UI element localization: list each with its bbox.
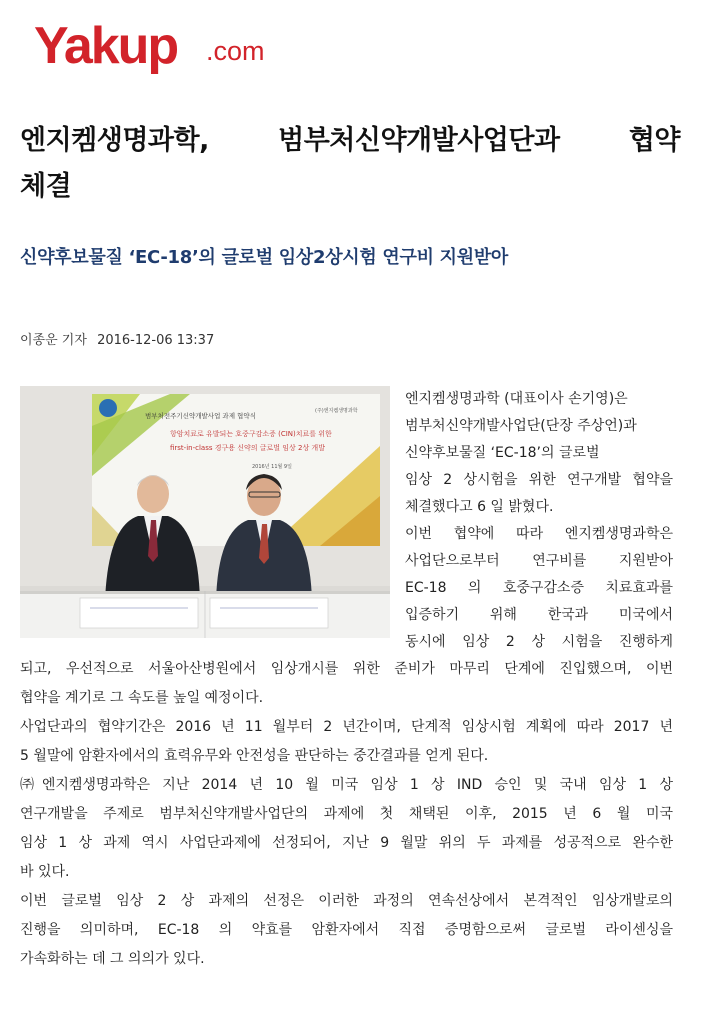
photo-signing-ceremony <box>20 386 390 638</box>
banner-title: 범부처전주기신약개발사업 과제 협약식 <box>145 412 256 420</box>
banner-line-2: 항암치료로 유발되는 호중구감소증 (CIN)치료를 위한 <box>170 430 332 438</box>
body-line: 체결했다고 6 일 밝혔다. <box>405 499 554 515</box>
body-line: 사업단과의 협약기간은 2016 년 11 월부터 2 년간이며, 단계적 임상시험 계획에 따라 2017 년 <box>20 719 673 735</box>
article-body-beside-photo <box>405 386 673 656</box>
body-line: 신약후보물질 ‘EC-18’의 글로벌 <box>405 445 600 461</box>
headline-line-1: 엔지켐생명과학, 범부처신약개발사업단과 협약 <box>20 125 680 156</box>
body-line: 사업단으로부터 연구비를 지원받아 <box>405 553 673 569</box>
body-line: 5 월말에 암환자에서의 효력유무와 안전성을 판단하는 중간결과를 얻게 된다. <box>20 748 489 764</box>
body-line: 바 있다. <box>20 864 70 880</box>
body-line: 임상 1 상 과제 역시 사업단과제에 선정되어, 지난 9 월말 위의 두 과제를 성공적으로 완수한 <box>20 835 673 851</box>
body-line: 연구개발을 주제로 범부처신약개발사업단의 과제에 첫 채택된 이후, 2015 년 6 월 미국 <box>20 806 673 822</box>
body-line: EC-18 의 호중구감소증 치료효과를 <box>405 580 673 596</box>
body-line: 범부처신약개발사업단(단장 주상언)과 <box>405 418 637 434</box>
body-line: 되고, 우선적으로 서울아산병원에서 임상개시를 위한 준비가 마무리 단계에 진입했으며, 이번 <box>20 661 673 677</box>
body-line: 협약을 계기로 그 속도를 높일 예정이다. <box>20 690 264 706</box>
article-subtitle: 신약후보물질 ‘EC-18’의 글로벌 임상2상시험 연구비 지원받아 <box>20 247 509 268</box>
logo-domain-suffix: .com <box>206 36 265 66</box>
banner-date: 2016년 11월 9일 <box>252 464 292 470</box>
article-byline <box>20 329 220 348</box>
body-line: 동시에 임상 2 상 시험을 진행하게 <box>405 634 673 650</box>
logo-wordmark: Yakup <box>34 17 178 75</box>
article-headline <box>20 118 680 210</box>
headline-line-2: 체결 <box>20 171 72 202</box>
body-line: 이번 협약에 따라 엔지켐생명과학은 <box>405 526 673 542</box>
banner-line-3: first-in-class 경구용 신약의 글로벌 임상 2상 개발 <box>170 444 325 452</box>
body-line: ㈜엔지켐생명과학은 지난 2014 년 10 월 미국 임상 1 상 IND 승인 및 국내 임상 1 상 <box>20 777 673 793</box>
body-line: 진행을 의미하며, EC-18 의 약효를 암환자에서 직접 증명함으로써 글로벌 라이센싱을 <box>20 922 673 938</box>
body-line: 가속화하는 데 그 의의가 있다. <box>20 951 205 967</box>
body-line: 이번 글로벌 임상 2 상 과제의 선정은 이러한 과정의 연속선상에서 본격적인 임상개발로의 <box>20 893 673 909</box>
article-photo <box>20 386 390 638</box>
body-line: 입증하기 위해 한국과 미국에서 <box>405 607 673 623</box>
banner-company-logo: (주)엔지켐생명과학 <box>315 408 358 414</box>
author-name: 이종운 기자 <box>20 333 87 348</box>
article-body-full-width <box>20 655 673 974</box>
body-line: 엔지켐생명과학 (대표이사 손기영)은 <box>405 391 628 407</box>
body-line: 임상 2 상시험을 위한 연구개발 협약을 <box>405 472 673 488</box>
publish-date: 2016-12-06 13:37 <box>97 333 215 348</box>
